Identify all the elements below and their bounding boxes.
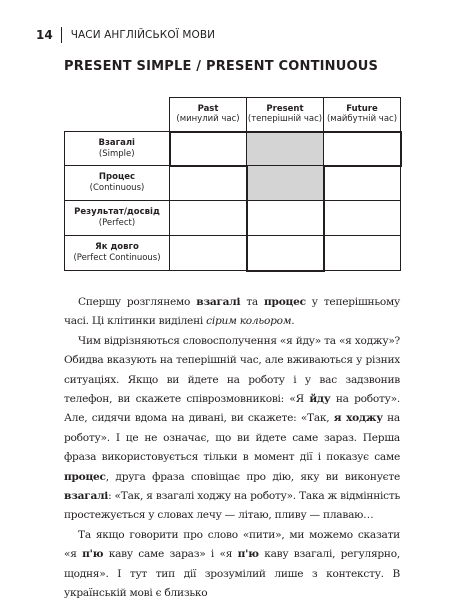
cell-simple-present [247, 132, 324, 166]
row-name: Процес [98, 172, 136, 183]
text-run: на роботу». І це не означає, що ви йдете саме зараз. Перша фраза використовується тільки в момент дії і показує саме [64, 412, 400, 464]
column-header-present [247, 98, 324, 132]
text-run: каву взагалі, регулярно, щодня». І тут тип дії зрозумілий лише з контексту. В українській мові є близько [64, 548, 400, 600]
column-name: Future [346, 104, 378, 115]
table-row-continuous [65, 166, 401, 201]
emphasis-bold: п'ю [237, 548, 259, 561]
row-header-perfect [65, 201, 170, 236]
cell-continuous-present [247, 166, 324, 201]
cell-perfect-past [170, 201, 247, 236]
paragraph [64, 293, 400, 332]
column-note: (минулий час) [176, 114, 240, 125]
cell-simple-future [324, 132, 401, 166]
text-run: та [240, 296, 265, 308]
table-header-row [65, 98, 401, 132]
header-divider [61, 27, 62, 43]
column-name: Past [197, 104, 219, 115]
emphasis-bold: взагалі [64, 490, 109, 503]
cell-continuous-past [170, 166, 247, 201]
emphasis-bold: взагалі [196, 296, 241, 308]
row-header-continuous [65, 166, 170, 201]
column-header-future [324, 98, 401, 132]
text-run: Чим відрізняються словосполучення «я йду» та «я ходжу»? Обидва вказують на теперішній час, але вживаються у різних ситуаціях. Якщо ви йдете на роботу і у вас задзвонив телефон, ви скажете співрозмовникові: «Я [64, 334, 400, 406]
text-run: Та якщо говорити про слово «пити», ми можемо сказати «я [64, 528, 400, 561]
running-title: ЧАСИ АНГЛІЙСЬКОЇ МОВИ [70, 29, 216, 41]
table-row-simple [65, 132, 401, 166]
row-header-simple [65, 132, 170, 166]
row-name: Результат/досвід [74, 207, 160, 218]
column-note: (теперішній час) [247, 114, 323, 125]
row-name: Взагалі [98, 137, 135, 148]
table-row-perfect [65, 201, 401, 236]
emphasis-bold: йду [309, 393, 331, 406]
page-number: 14 [36, 28, 53, 42]
text-run: . [291, 315, 295, 328]
cell-perfect-continuous-future [324, 236, 401, 271]
paragraph [64, 332, 400, 526]
emphasis-italic: сірим кольором [206, 315, 292, 328]
emphasis-bold: процес [264, 296, 306, 308]
section-title: PRESENT SIMPLE / PRESENT CONTINUOUS [64, 59, 379, 74]
row-note: (Continuous) [89, 183, 145, 193]
row-note: (Simple) [98, 148, 135, 159]
table-corner [65, 98, 170, 132]
cell-simple-past [170, 132, 247, 166]
column-header-past [170, 98, 247, 132]
body-text [64, 293, 400, 604]
emphasis-bold: процес [64, 470, 106, 483]
row-note: (Perfect Continuous) [73, 253, 161, 263]
cell-perfect-present [247, 201, 324, 236]
tense-table [64, 97, 402, 272]
text-run: Спершу розглянемо [78, 296, 197, 308]
cell-perfect-future [324, 201, 401, 236]
row-note: (Perfect) [98, 218, 136, 228]
text-run: каву саме зараз» і «я [103, 548, 238, 561]
table-row-perfect-continuous [65, 236, 401, 271]
text-run: : «Так, я взагалі ходжу на роботу». Така ж відмінність простежується у словах лечу — літаю, пливу — плаваю… [64, 490, 400, 522]
text-run: , друга фраза сповіщає про дію, яку ви виконуєте [105, 470, 400, 483]
cell-perfect-continuous-present [247, 236, 324, 271]
cell-continuous-future [324, 166, 401, 201]
text-run: на роботу». Але, сидячи вдома на дивані, ви скажете: «Так, [64, 393, 400, 425]
paragraph [64, 526, 400, 604]
running-header [36, 27, 215, 43]
cell-perfect-continuous-past [170, 236, 247, 271]
column-name: Present [266, 104, 304, 115]
emphasis-bold: п'ю [82, 548, 104, 561]
text-run: у теперішньому часі. Ці клітинки виділені [64, 296, 400, 328]
emphasis-bold: я ходжу [333, 412, 383, 425]
row-header-perfect-continuous [65, 236, 170, 271]
column-note: (майбутній час) [326, 114, 398, 125]
row-name: Як довго [95, 242, 139, 253]
